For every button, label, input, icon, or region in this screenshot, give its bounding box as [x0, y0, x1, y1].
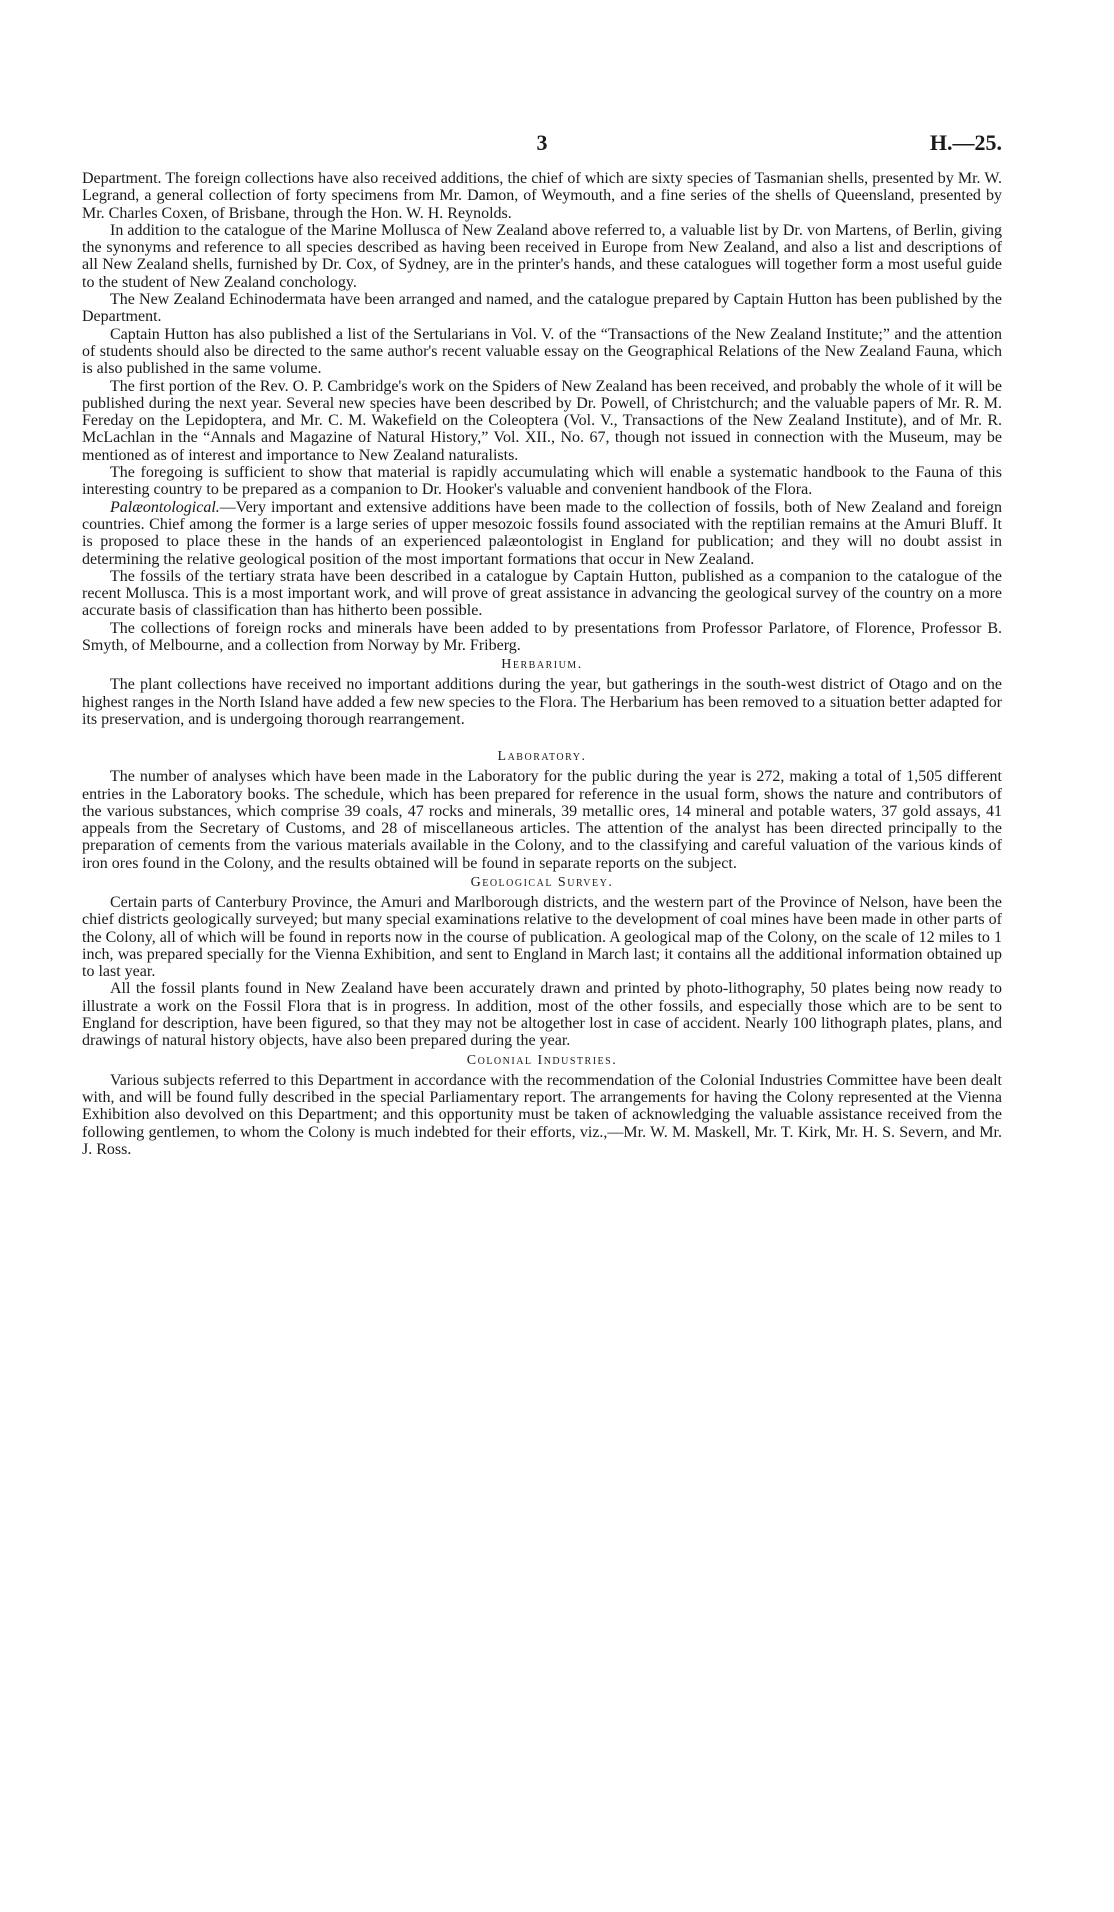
- page-header: [82, 130, 1002, 170]
- heading-laboratory: Laboratory.: [497, 749, 587, 765]
- paragraph-spiders: The first portion of the Rev. O. P. Cambridge's work on the Spiders of New Zealand has been received, and probably the whole of it will be published during the next year. Several new species have been described by Dr. Powell, of Christchurch; and the valuable papers of Mr. R. M. Fereday on the Lepidoptera, and Mr. C. M. Wakefield on the Coleoptera (Vol. V., Transactions of the New Zealand Institute), and of Mr. R. McLachlan in the “Annals and Magazine of Natural History,” Vol. XII., No. 67, though not issued in connection with the Museum, may be mentioned as of interest and importance to New Zealand naturalists.: [82, 377, 1002, 464]
- heading-colonial-industries: Colonial Industries.: [466, 1052, 618, 1068]
- paragraph-mollusca-catalogue: In addition to the catalogue of the Marine Mollusca of New Zealand above referred to, a valuable list by Dr. von Martens, of Berlin, giving the synonyms and reference to all species described as having been received in Europe from New Zealand, and also a list and descriptions of all New Zealand shells, furnished by Dr. Cox, of Sydney, are in the printer's hands, and these catalogues will together form a most useful guide to the student of New Zealand conchology.: [82, 221, 1002, 291]
- paragraph-tertiary-fossils: The fossils of the tertiary strata have been described in a catalogue by Captain Hutton, published as a companion to the catalogue of the recent Mollusca. This is a most important work, and will prove of great assistance in advancing the geological survey of the country on a more accurate basis of classification than has hitherto been possible.: [82, 567, 1002, 620]
- paragraph-palaeontological: [82, 499, 1002, 568]
- paragraph-foreign-collections: Department. The foreign collections have also received additions, the chief of which are sixty species of Tasmanian shells, presented by Mr. W. Legrand, a general collection of forty specimens from Mr. Damon, of Weymouth, and a fine series of the shells of Queensland, presented by Mr. Charles Coxen, of Brisbane, through the Hon. W. H. Reynolds.: [82, 170, 1002, 222]
- document-page: [82, 130, 1002, 1158]
- paragraph-foreign-rocks: The collections of foreign rocks and minerals have been added to by presentations from Professor Parlatore, of Florence, Professor B. Smyth, of Melbourne, and a collection from Norway by Mr. Friberg.: [82, 619, 1002, 655]
- palaeontological-label: Palæontological.: [110, 498, 220, 516]
- heading-herbarium: Herbarium.: [501, 657, 583, 673]
- paragraph-laboratory: The number of analyses which have been made in the Laboratory for the public during the year is 272, making a total of 1,505 different entries in the Laboratory books. The schedule, which has been prepared for reference in the usual form, shows the nature and contributors of the various substances, which comprise 39 coals, 47 rocks and minerals, 39 metallic ores, 14 mineral and potable waters, 37 gold assays, 41 appeals from the Secretary of Customs, and 28 of miscellaneous articles. The attention of the analyst has been directed principally to the preparation of cements from the various materials available in the Colony, and to the classifying and careful valuation of the various kinds of iron ores found in the Colony, and the results obtained will be found in separate reports on the subject.: [82, 768, 1002, 872]
- paragraph-colonial-industries: Various subjects referred to this Department in accordance with the recommendation of the Colonial Industries Committee have been dealt with, and will be found fully described in the special Parliamentary report. The arrangements for having the Colony represented at the Vienna Exhibition also devolved on this Department; and this opportunity must be taken of acknowledging the valuable assistance received from the following gentlemen, to whom the Colony is much indebted for their efforts, viz.,—Mr. W. M. Maskell, Mr. T. Kirk, Mr. H. S. Severn, and Mr. J. Ross.: [82, 1071, 1002, 1158]
- paragraph-handbook: The foregoing is sufficient to show that material is rapidly accumulating which will enable a systematic handbook to the Fauna of this interesting country to be prepared as a companion to Dr. Hooker's valuable and convenient handbook of the Flora.: [82, 464, 1002, 499]
- document-reference: H.—25.: [929, 130, 1002, 155]
- paragraph-echinodermata: The New Zealand Echinodermata have been arranged and named, and the catalogue prepared by Captain Hutton has been published by the Department.: [82, 291, 1002, 326]
- paragraph-sertularians: Captain Hutton has also published a list of the Sertularians in Vol. V. of the “Transactions of the New Zealand Institute;” and the attention of students should also be directed to the same author's recent valuable essay on the Geographical Relations of the New Zealand Fauna, which is also published in the same volume.: [82, 325, 1002, 378]
- page-number: 3: [536, 130, 548, 155]
- paragraph-geological-survey: Certain parts of Canterbury Province, the Amuri and Marlborough districts, and the western part of the Province of Nelson, have been the chief districts geologically surveyed; but many special examinations relative to the development of coal mines have been made in other parts of the Colony, all of which will be found in reports now in the course of publication. A geological map of the Colony, on the scale of 12 miles to 1 inch, was prepared specially for the Vienna Exhibition, and sent to England in March last; it contains all the additional information obtained up to last year.: [82, 893, 1002, 981]
- paragraph-fossil-plants: All the fossil plants found in New Zealand have been accurately drawn and printed by photo-lithography, 50 plates being now ready to illustrate a work on the Fossil Flora that is in progress. In addition, most of the other fossils, and especially those which are to be sent to England for description, have been figured, so that they may not be altogether lost in case of accident. Nearly 100 lithograph plates, plans, and drawings of natural history objects, have also been prepared during the year.: [82, 980, 1002, 1050]
- paragraph-herbarium: The plant collections have received no important additions during the year, but gatherings in the south-west district of Otago and on the highest ranges in the North Island have added a few new species to the Flora. The Herbarium has been removed to a situation better adapted for its preservation, and is undergoing thorough rearrangement.: [82, 676, 1002, 728]
- palaeontological-text: —Very important and extensive additions have been made to the collection of fossils, both of New Zealand and foreign countries. Chief among the former is a large series of upper mesozoic fossils found associated with the reptilian remains at the Amuri Bluff. It is proposed to place these in the hands of an experienced palæontologist in England for publication; and they will no doubt assist in determining the relative geological position of the most important formations that occur in New Zealand.: [82, 498, 1002, 568]
- heading-geological-survey: Geological Survey.: [470, 874, 614, 890]
